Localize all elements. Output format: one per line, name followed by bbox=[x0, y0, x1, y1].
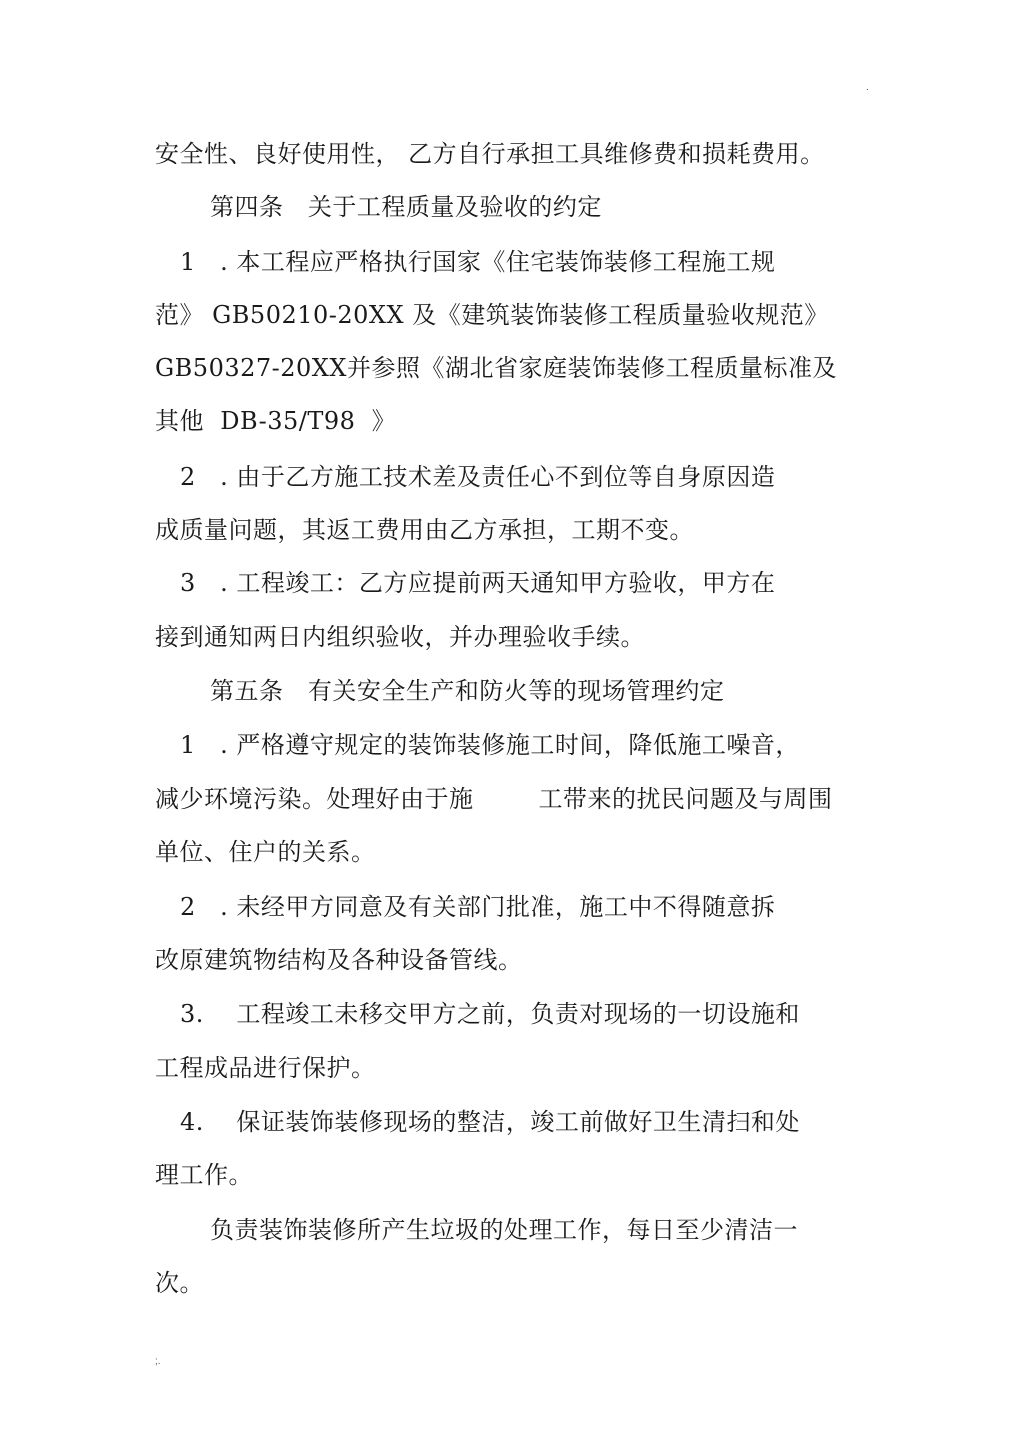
text-line: GB50327-20XX并参照《湖北省家庭装饰装修工程质量标准及 bbox=[155, 354, 837, 382]
text-line: 3 . 工程竣工：乙方应提前两天通知甲方验收，甲方在 bbox=[180, 569, 776, 597]
text-line: 改原建筑物结构及各种设备管线。 bbox=[155, 946, 523, 974]
text-line: 理工作。 bbox=[155, 1161, 253, 1189]
section-heading: 第五条 有关安全生产和防火等的现场管理约定 bbox=[210, 677, 725, 705]
text-line: 其他 DB-35/T98 》 bbox=[155, 407, 397, 435]
text-line: 工程成品进行保护。 bbox=[155, 1054, 376, 1082]
text-line: 成质量问题，其返工费用由乙方承担，工期不变。 bbox=[155, 516, 694, 544]
text-line: 单位、住户的关系。 bbox=[155, 838, 376, 866]
section-heading: 第四条 关于工程质量及验收的约定 bbox=[210, 193, 602, 221]
text-line: 安全性、良好使用性， 乙方自行承担工具维修费和损耗费用。 bbox=[155, 140, 825, 168]
corner-mark: . bbox=[866, 82, 869, 93]
text-line: 1 . 严格遵守规定的装饰装修施工时间，降低施工噪音， bbox=[180, 731, 800, 759]
text-line: 2 . 未经甲方同意及有关部门批准，施工中不得随意拆 bbox=[180, 893, 776, 921]
text-line: 负责装饰装修所产生垃圾的处理工作，每日至少清洁一 bbox=[210, 1216, 798, 1244]
text-line: 接到通知两日内组织验收，并办理验收手续。 bbox=[155, 623, 645, 651]
text-line: 1 . 本工程应严格执行国家《住宅装饰装修工程施工规 bbox=[180, 248, 776, 276]
text-line: 范》 GB50210-20XX 及《建筑装饰装修工程质量验收规范》 bbox=[155, 301, 829, 329]
text-line: 次。 bbox=[155, 1269, 204, 1297]
text-line: 2 . 由于乙方施工技术差及责任心不到位等自身原因造 bbox=[180, 463, 776, 491]
text-line: 3. 工程竣工未移交甲方之前，负责对现场的一切设施和 bbox=[180, 1000, 800, 1028]
text-line: 减少环境污染。处理好由于施 工带来的扰民问题及与周围 bbox=[155, 785, 833, 813]
footer-mark: ;. bbox=[155, 1356, 161, 1367]
text-line: 4. 保证装饰装修现场的整洁，竣工前做好卫生清扫和处 bbox=[180, 1108, 800, 1136]
